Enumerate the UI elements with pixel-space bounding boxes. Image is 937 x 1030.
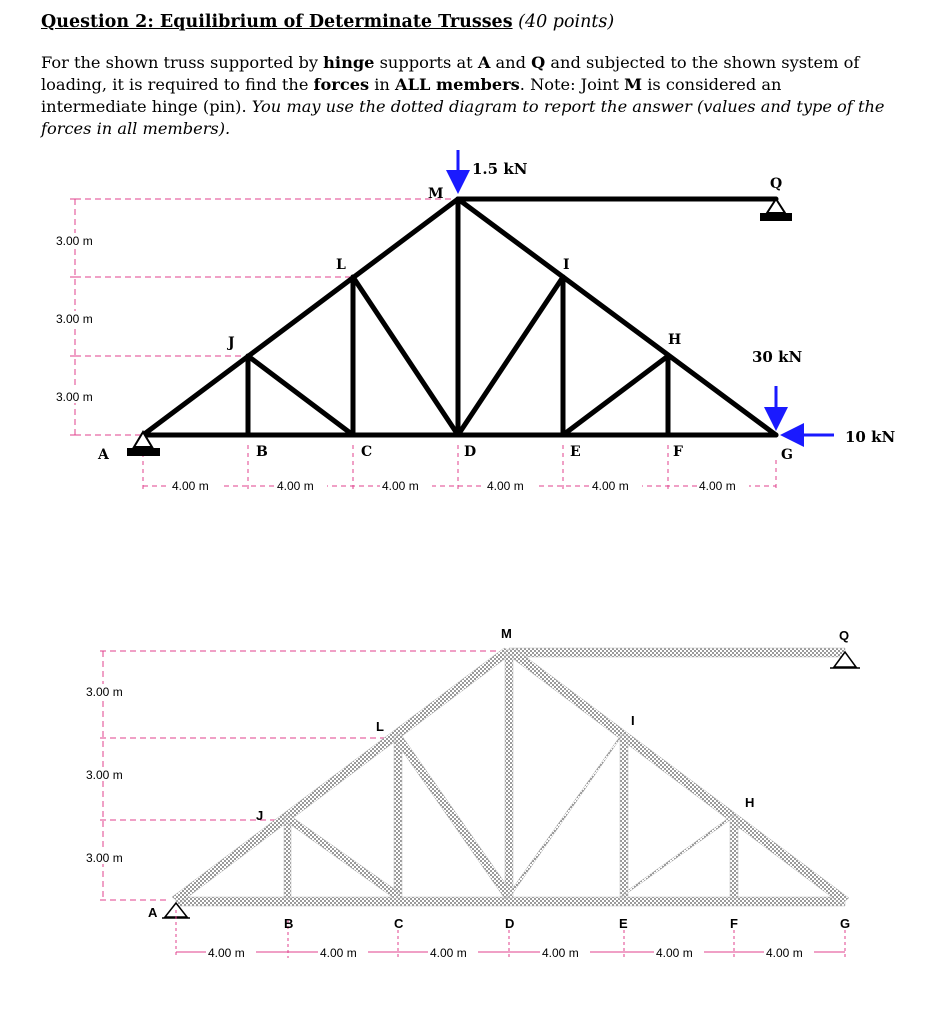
- span-dim-2-4: 4.00 m: [542, 946, 579, 960]
- joint-label-l-2: L: [376, 719, 384, 734]
- joint-label-h: H: [668, 332, 682, 348]
- member-he: [563, 356, 668, 435]
- load-top-label: 1.5 kN: [472, 160, 528, 178]
- joint-label-c-2: C: [394, 916, 404, 931]
- span-dim-6: 4.00 m: [699, 479, 736, 493]
- span-dim-5: 4.00 m: [592, 479, 629, 493]
- joint-label-i-2: I: [631, 713, 635, 728]
- span-dim-4: 4.00 m: [487, 479, 524, 493]
- joint-label-h-2: H: [745, 795, 755, 810]
- height-dim-2-1: 3.00 m: [86, 685, 123, 699]
- member-ie-2: [620, 735, 628, 898]
- joint-label-j-2: J: [256, 808, 264, 823]
- bold-run: hinge: [323, 53, 375, 72]
- member-mq-2: [509, 648, 845, 657]
- joint-label-i: I: [563, 257, 570, 273]
- joint-label-j: J: [228, 335, 235, 351]
- joint-label-f: F: [673, 444, 683, 460]
- joint-label-g: G: [781, 447, 793, 463]
- member-md-2: [505, 655, 513, 898]
- bottom-chord-2: [176, 897, 845, 906]
- text-run: supports at: [374, 53, 478, 72]
- joint-label-q: Q: [770, 176, 783, 192]
- joint-labels-1: [97, 176, 793, 463]
- text-run: . Note: Joint: [519, 75, 625, 94]
- joint-label-b-2: B: [284, 916, 294, 931]
- bold-run: M: [624, 75, 643, 94]
- joint-label-d: D: [464, 444, 477, 460]
- height-dim-3: 3.00 m: [56, 390, 93, 404]
- text-run: and: [490, 53, 532, 72]
- bold-run: Q: [531, 53, 546, 72]
- height-dim-2: 3.00 m: [56, 312, 93, 326]
- joint-label-e: E: [570, 444, 581, 460]
- question-title-label: Question 2: Equilibrium of Determinate Trusses: [41, 12, 513, 32]
- member-jb-2: [284, 816, 291, 898]
- member-jc: [248, 356, 353, 435]
- load-10kn-label: 10 kN: [845, 428, 896, 446]
- joint-label-a: A: [98, 447, 109, 463]
- text-run: in: [369, 75, 396, 94]
- height-guide-lines-2: [100, 651, 509, 900]
- member-ld-2: [394, 733, 512, 899]
- height-dim-2-2: 3.00 m: [86, 768, 123, 782]
- span-dim-2-3: 4.00 m: [430, 946, 467, 960]
- left-top-chord: [143, 199, 458, 435]
- span-dim-2-6: 4.00 m: [766, 946, 803, 960]
- joint-label-g-2: G: [840, 916, 851, 931]
- joint-label-d-2: D: [505, 916, 515, 931]
- bold-run: forces: [313, 75, 370, 94]
- span-dim-2-1: 4.00 m: [208, 946, 245, 960]
- span-dim-1: 4.00 m: [172, 479, 209, 493]
- load-30kn-label: 30 kN: [752, 348, 803, 366]
- member-id: [458, 277, 563, 435]
- member-id-2: [505, 733, 624, 899]
- joint-label-l: L: [336, 257, 346, 273]
- span-dim-2-2: 4.00 m: [320, 946, 357, 960]
- bold-run: A: [477, 53, 491, 72]
- height-dim-2-3: 3.00 m: [86, 851, 123, 865]
- left-top-chord-2: [172, 648, 514, 903]
- joint-label-m-2: M: [501, 626, 512, 641]
- height-dim-1: 3.00 m: [56, 234, 93, 248]
- joint-label-e-2: E: [619, 916, 628, 931]
- text-run: and subjected to the shown system of loading, it is required to find the: [41, 53, 860, 94]
- truss-members-1: [143, 199, 776, 435]
- text-run: is considered an intermediate hinge (pin).: [41, 75, 782, 116]
- span-dim-3: 4.00 m: [382, 479, 419, 493]
- joint-label-c: C: [361, 444, 373, 460]
- truss-members-2: [172, 648, 849, 906]
- joint-label-f-2: F: [730, 916, 738, 931]
- member-ld: [353, 277, 458, 435]
- right-top-chord: [458, 199, 776, 435]
- bold-run: ALL members: [395, 75, 520, 94]
- joint-label-a-2: A: [148, 905, 158, 920]
- question-points: (40 points): [518, 12, 615, 32]
- span-dim-2: 4.00 m: [277, 479, 314, 493]
- text-run: For the shown truss supported by: [41, 53, 324, 72]
- member-lc-2: [394, 735, 402, 898]
- member-he-2: [619, 814, 734, 899]
- joint-label-b: B: [256, 444, 268, 460]
- truss-diagram-1: [52, 150, 895, 493]
- truss-diagram-2: [84, 626, 860, 960]
- height-guide-lines: [75, 199, 458, 435]
- joint-label-m: M: [428, 186, 444, 202]
- span-dim-2-5: 4.00 m: [656, 946, 693, 960]
- support-q-1: [760, 199, 792, 221]
- right-top-chord-2: [504, 648, 849, 904]
- member-hf-2: [730, 816, 738, 898]
- joint-label-q-2: Q: [839, 628, 850, 643]
- member-jc-2: [284, 814, 400, 899]
- italic-run: You may use the dotted diagram to report the answer (values and type of the forces in all members).: [41, 97, 885, 138]
